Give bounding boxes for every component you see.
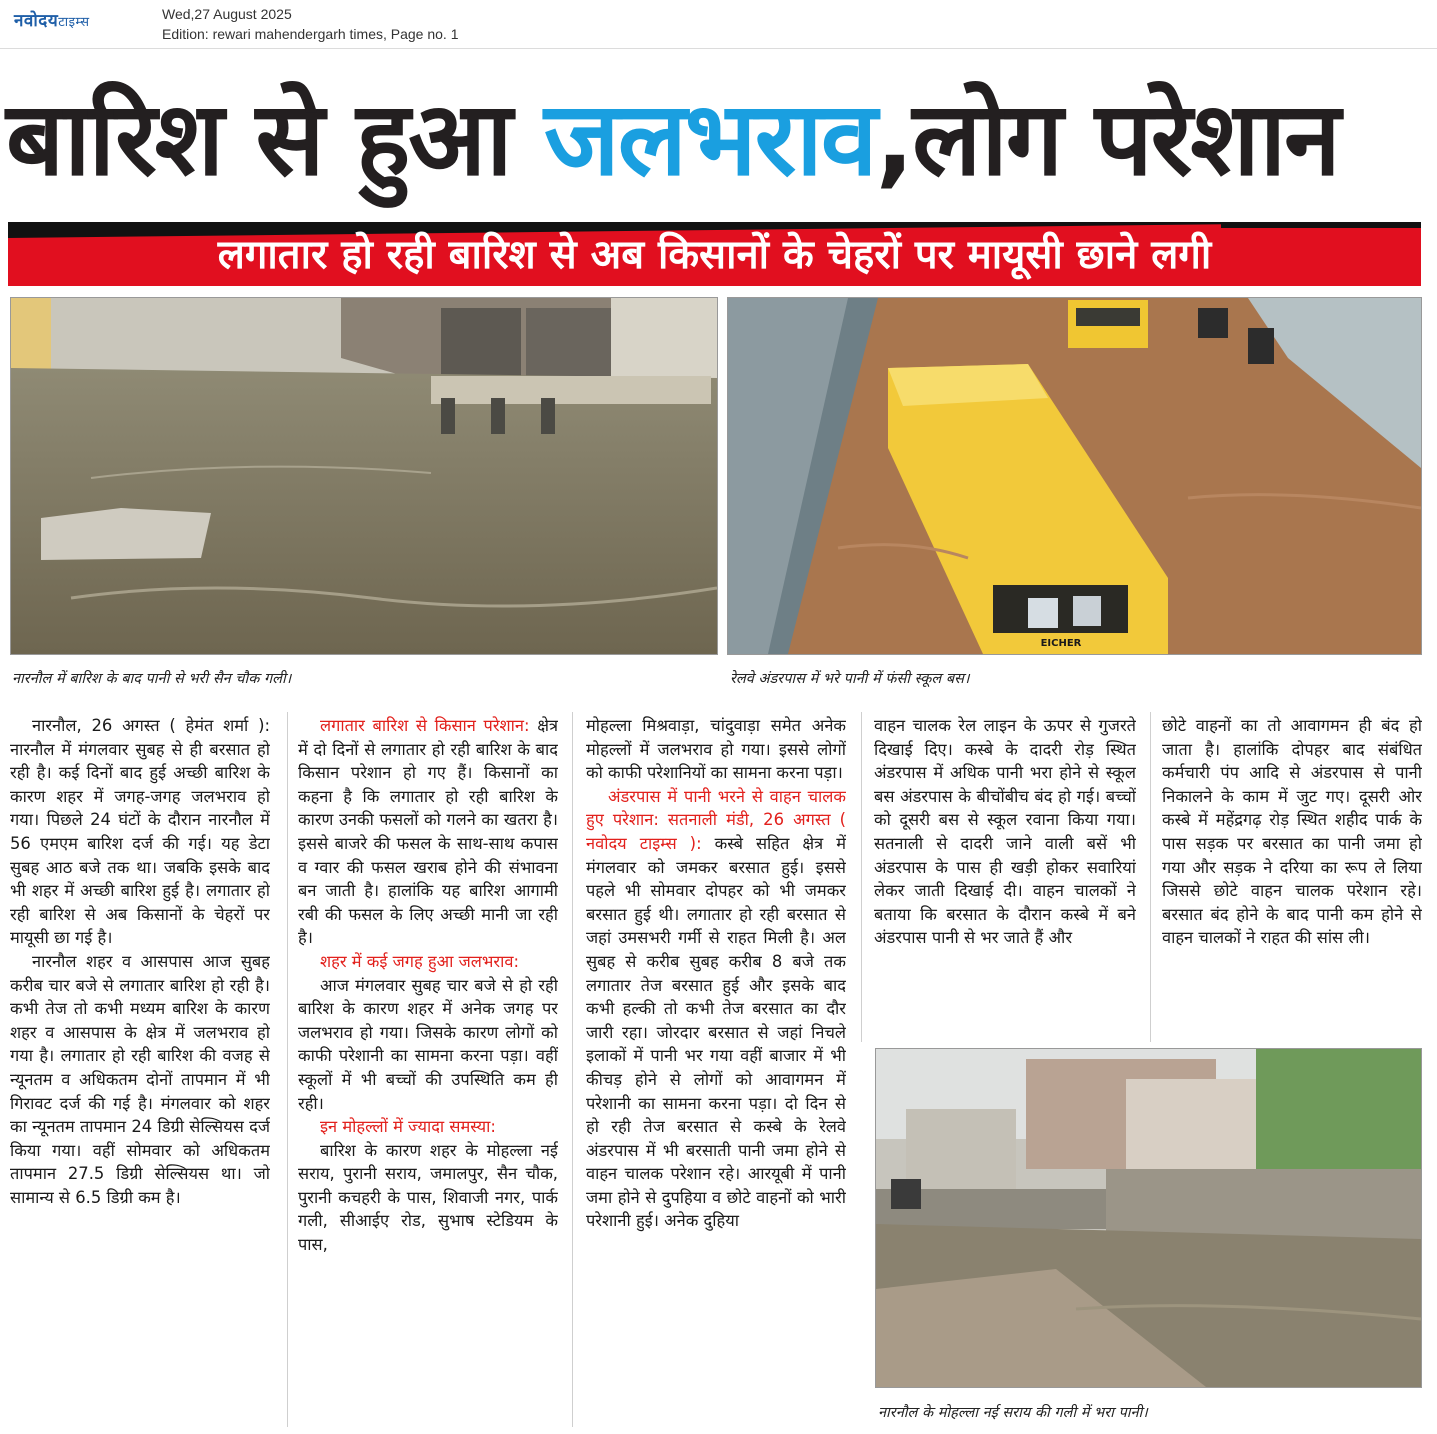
col4-paragraph-1: वाहन चालक रेल लाइन के ऊपर से गुजरते दिखाई दिए। कस्बे के दादरी रोड़ स्थित अंडरपास में अधिक पानी भरा होने से स्कूल बस अंडरपास के बीचोंबीच बंद हो गई। बच्चों को दूसरी बस से स्कूल रवाना किया गया। सतनाली से दादरी जाने वाली बसें भी अंडरपास के पास ही खड़ी होकर सवारियां लेकर जाती दिखाई दी। वाहन चालकों ने बताया कि बरसात के दौरान कस्बे में बने अंडरपास पानी से भर जाते हैं और — [874, 716, 1136, 948]
photo1-caption: नारनौल में बारिश के बाद पानी से भरी सैन चौक गली। — [12, 671, 292, 687]
article-column-5 — [1162, 714, 1422, 1044]
logo-sub: टाइम्स — [58, 15, 90, 30]
col1-paragraph-1: नारनौल, 26 अगस्त ( हेमंत शर्मा ): नारनौल में मंगलवार सुबह से ही बरसात हो रही है। कई दिनों बाद हुई अच्छी बारिश के कारण शहर में जगह-जगह जलभराव हो गया। पिछले 24 घंटों के दौरान नारनौल में 56 एमएम बारिश दर्ज की गई। यह डेटा सुबह आठ बजे तक था। जबकि इसके बाद भी शहर में अच्छी बारिश हुई है। लगातार हो रही बारिश से अब किसानों के चेहरों पर मायूसी छा गई है। — [10, 716, 270, 948]
flooded-street-illustration — [876, 1049, 1421, 1387]
subhead-localities: इन मोहल्लों में ज्यादा समस्या: — [320, 1117, 496, 1137]
headline-highlight: जलभराव — [544, 80, 876, 199]
col2-paragraph-3: बारिश के कारण शहर के मोहल्ला नई सराय, पुरानी सराय, जमालपुर, सैन चौक, पुरानी कचहरी के पास, शिवाजी नगर, पार्क गली, सीआईए रोड, सुभाष स्टेडियम के पास, — [298, 1140, 558, 1255]
main-headline — [6, 70, 1431, 210]
article-column-2 — [298, 714, 558, 1426]
newspaper-logo — [14, 8, 90, 31]
col1-paragraph-2: नारनौल शहर व आसपास आज सुबह करीब चार बजे से लगातार बारिश हो रही है। कभी तेज तो कभी मध्यम बारिश के कारण शहर व आसपास के क्षेत्र में जलभराव हो गया है। लगातार हो रही बारिश की वजह से न्यूनतम व अधिकतम दोनों तापमान में भी गिरावट दर्ज की गई है। मंगलवार को शहर का न्यूनतम तापमान 24 डिग्री सेल्सियस दर्ज किया गया। वहीं सोमवार को अधिकतम तापमान 27.5 डिग्री सेल्सियस था। जो सामान्य से 6.5 डिग्री कम है। — [10, 951, 270, 1207]
bus-label: EICHER — [1040, 638, 1082, 649]
article-column-4 — [874, 714, 1136, 1044]
photo-bus-underpass — [727, 297, 1422, 655]
subhead-city-waterlogging: शहर में कई जगह हुआ जलभराव: — [320, 951, 519, 971]
photo-flooded-lane — [10, 297, 718, 655]
subhead-farmers: लगातार बारिश से किसान परेशान: — [320, 716, 530, 735]
column-rule-1 — [287, 712, 288, 1427]
subheadline-banner — [8, 222, 1421, 286]
edition-meta — [162, 4, 459, 44]
col5-paragraph-1: छोटे वाहनों का तो आवागमन ही बंद हो जाता है। हालांकि दोपहर बाद संबंधित कर्मचारी पंप आदि से अंडरपास से पानी निकालने के काम में जुट गए। दूसरी ओर कस्बे में महेंद्रगढ़ रोड़ स्थित शहीद पार्क के पास सड़क पर बरसात का पानी जमा हो गया और सड़क ने दरिया का रूप ले लिया जिससे छोटे वाहन चालक परेशान रहे। बरसात बंद होने के बाद पानी कम होने से वाहन चालकों ने राहत की सांस ली। — [1162, 716, 1422, 948]
logo-main: नवोदय — [14, 11, 59, 31]
col2-paragraph-1: क्षेत्र में दो दिनों से लगातार हो रही बारिश के बाद किसान परेशान हो गए हैं। किसानों का कहना है कि लगातार हो रही बारिश के कारण उनकी फसलों को गलने का खतरा है। इससे बाजरे की फसल के साथ-साथ कपास व ग्वार की फसल खराब होने की संभावना बन जाती है। हालांकि यह बारिश आगामी रबी की फसल के लिए अच्छी मानी जा रही है। — [298, 716, 558, 948]
article-column-3 — [586, 714, 846, 1426]
column-rule-2 — [572, 712, 573, 1427]
subhead-underpass: अंडरपास में पानी भरने से वाहन चालक हुए परेशान: सतनाली मंडी, 26 अगस्त ( नवोदय टाइम्स ): — [586, 786, 846, 853]
header-divider — [0, 48, 1437, 49]
edition-line: Edition: rewari mahendergarh times, Page no. 1 — [162, 26, 459, 42]
photo2-caption: रेलवे अंडरपास में भरे पानी में फंसी स्कूल बस। — [730, 671, 970, 687]
headline-part1: बारिश से हुआ — [6, 80, 545, 199]
photo3-caption: नारनौल के मोहल्ला नई सराय की गली में भरा पानी। — [878, 1405, 1148, 1421]
column-rule-3 — [861, 712, 862, 1042]
photo-flooded-street — [875, 1048, 1422, 1388]
flooded-lane-illustration — [11, 298, 717, 654]
article-column-1 — [10, 714, 270, 1426]
subheadline-text: लगातार हो रही बारिश से अब किसानों के चेहरों पर मायूसी छाने लगी — [217, 232, 1212, 278]
date-line: Wed,27 August 2025 — [162, 6, 292, 22]
col2-paragraph-2: आज मंगलवार सुबह चार बजे से हो रही बारिश के कारण शहर में अनेक जगह पर जलभराव हो गया। जिसके कारण लोगों को काफी परेशानी का सामना करना पड़ा। वहीं स्कूलों में भी बच्चों की उपस्थिति कम ही रही। — [298, 975, 558, 1113]
headline-part3: ,लोग परेशान — [875, 80, 1339, 199]
col3-paragraph-2: कस्बे सहित क्षेत्र में मंगलवार को जमकर बरसात हुई। इससे पहले भी सोमवार दोपहर को भी जमकर बरसात हुई थी। लगातार हो रही बरसात से जहां उमसभरी गर्मी से राहत मिली है। अल सुबह से करीब सुबह करीब 8 बजे तक लगातार तेज बरसात हुई और इसके बाद कभी हल्की तो कभी तेज बरसात का दौर जारी रहा। जोरदार बरसात से जहां निचले इलाकों में पानी भर गया वहीं बाजार में भी कीचड़ होने से लोगों को आवागमन में परेशानी का सामना करना पड़ा। दो दिन से हो रही तेज बरसात से कस्बे के रेलवे अंडरपास में भी बरसाती पानी जमा होने से वाहन चालक परेशान रहे। आरयूबी में पानी जमा होने से दुपहिया व छोटे वाहनों को भारी परेशानी हुई। अनेक दुहिया — [586, 833, 846, 1231]
bus-underpass-illustration — [728, 298, 1421, 654]
col3-paragraph-1: मोहल्ला मिश्रवाड़ा, चांदुवाड़ा समेत अनेक मोहल्लों में जलभराव हो गया। इससे लोगों को काफी परेशानियों का सामना करना पड़ा। — [586, 716, 846, 783]
column-rule-4 — [1150, 712, 1151, 1042]
